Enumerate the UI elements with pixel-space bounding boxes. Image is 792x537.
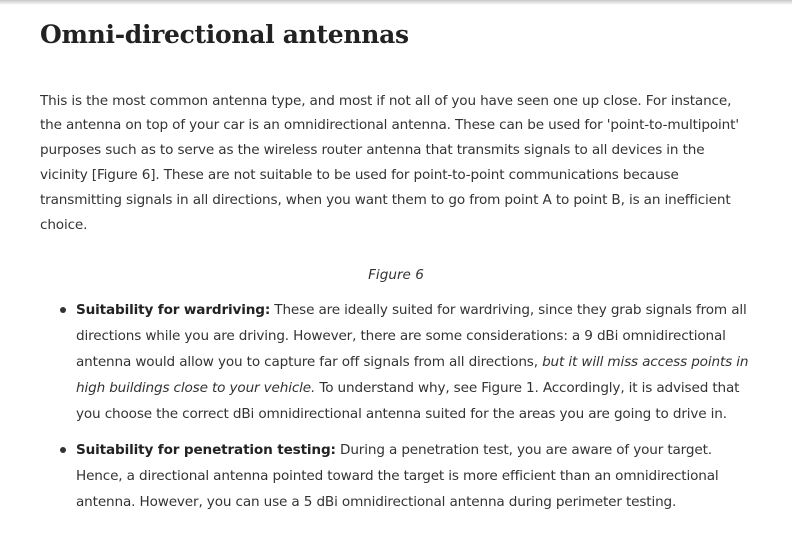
list-item-penetration-testing — [76, 437, 752, 515]
bullet-text: During a penetration test, you are aware of your target. Hence, a directional antenna pointed toward the target is more efficient than an omnidirectional antenna. However, you can use a 5 dBi omnidirectional antenna during perimeter testing. — [76, 442, 719, 510]
figure-caption: Figure 6 — [368, 267, 424, 283]
bullet-title: Suitability for penetration testing: — [76, 442, 336, 458]
bullet-dot-icon — [60, 447, 66, 453]
list-item-wardriving — [76, 297, 752, 427]
bullet-title: Suitability for wardriving: — [76, 302, 271, 318]
considerations-list — [76, 297, 752, 515]
top-shadow — [0, 0, 792, 5]
bullet-text-continued: To understand why, see Figure 1. Accordingly, it is advised that you choose the correct dBi omnidirectional antenna suited for the areas you are going to drive in. — [76, 380, 740, 422]
bullet-text: These are ideally suited for wardriving, since they grab signals from all directions while you are driving. However, there are some considerations: a 9 dBi omnidirectional antenna would allow you to capture far off signals from all directions, — [76, 302, 747, 370]
section-heading: Omni-directional antennas — [40, 20, 409, 49]
bullet-italic-text: but it will miss access points in high buildings close to your vehicle. — [76, 354, 749, 396]
bullet-dot-icon — [60, 307, 66, 313]
intro-paragraph: This is the most common antenna type, and most if not all of you have seen one up close. For instance, the antenna on top of your car is an omnidirectional antenna. These can be used for 'point-to-multipoint' purposes such as to serve as the wireless router antenna that transmits signals to all devices in the vicinity [Figure 6]. These are not suitable to be used for point-to-point communications because transmitting signals in all directions, when you want them to go from point A to point B, is an inefficient choice. — [40, 92, 739, 233]
